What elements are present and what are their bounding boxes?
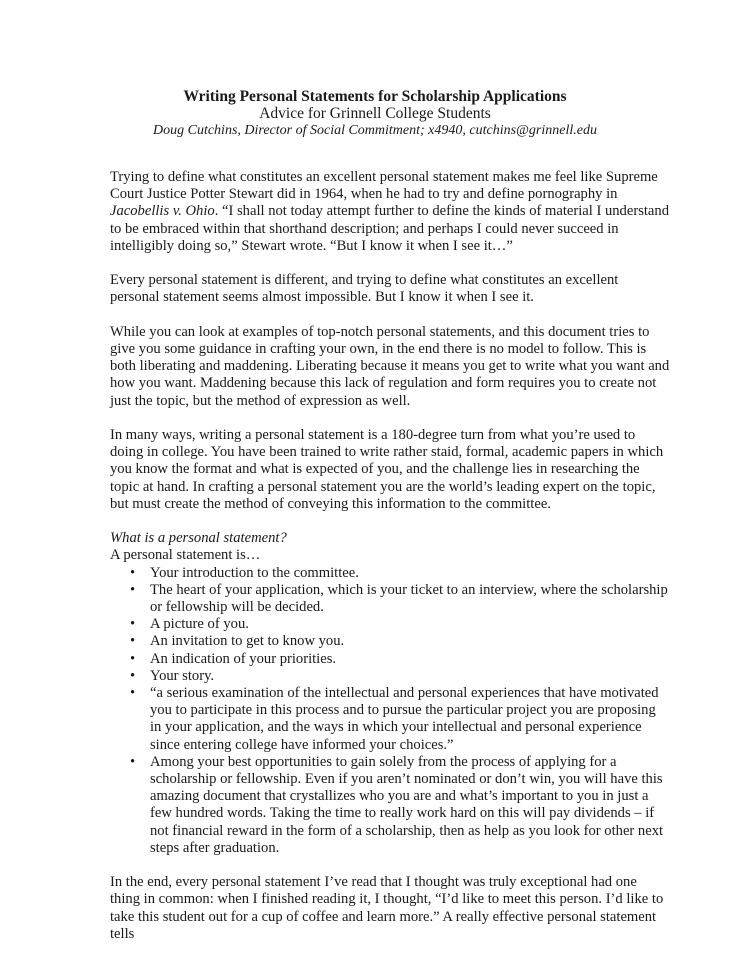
bullet-icon: • bbox=[130, 667, 136, 684]
document-subtitle: Advice for Grinnell College Students bbox=[259, 105, 491, 122]
case-name: Jacobellis v. Ohio bbox=[110, 203, 215, 220]
section-heading: What is a personal statement? bbox=[110, 530, 287, 547]
paragraph-4: In many ways, writing a personal statement is a 180-degree turn from what you’re used to doing in college. You have been trained to write rather staid, formal, academic papers in which you know the format and what is expected of you, and the challenge lies in researching the topic at hand. In crafting a personal statement you are the world’s leading expert on the topic, but must create the method of conveying this information to the committee. bbox=[110, 427, 664, 512]
list-item-text: A picture of you. bbox=[150, 616, 249, 633]
document-title: Writing Personal Statements for Scholarship Applications bbox=[183, 88, 567, 105]
bullet-icon: • bbox=[130, 685, 136, 702]
list-item bbox=[110, 565, 670, 582]
list-item bbox=[110, 633, 670, 650]
bullet-list bbox=[110, 565, 670, 857]
paragraph-text: Trying to define what constitutes an excellent personal statement makes me feel like Supreme Court Justice Potter Stewart did in 1964, when he had to try and define pornography in bbox=[110, 169, 658, 203]
bullet-icon: • bbox=[130, 616, 136, 633]
paragraph-text: . “I shall not today attempt further to define the kinds of material I understand to be embraced within that shorthand description; and perhaps I could never succeed in intelligibly doing so,” Stewart wrote. “But I know it when I see it…” bbox=[110, 203, 669, 254]
author-line: Doug Cutchins, Director of Social Commitment; x4940, cutchins@grinnell.edu bbox=[153, 123, 597, 138]
paragraph-conclusion: In the end, every personal statement I’ve read that I thought was truly exceptional had one thing in common: when I finished reading it, I thought, “I’d like to meet this person. I’d like to take this student out for a cup of coffee and learn more.” A really effective personal statement tells bbox=[110, 874, 664, 942]
list-item-text: An invitation to get to know you. bbox=[150, 633, 345, 650]
bullet-icon: • bbox=[130, 753, 136, 770]
list-item-text: Your introduction to the committee. bbox=[150, 564, 359, 581]
list-item-text: An indication of your priorities. bbox=[150, 650, 337, 667]
list-item-text: Among your best opportunities to gain solely from the process of applying for a scholarship or fellowship. Even if you aren’t nominated or don’t win, you will have this amazing document that crystallizes who you are and what’s important to you in just a few hundred words. Taking the time to really work hard on this will pay dividends – if not financial reward in the form of a scholarship, then as help as you look for other next steps after graduation. bbox=[150, 753, 664, 856]
document-body bbox=[110, 169, 670, 960]
list-item-text: “a serious examination of the intellectual and personal experiences that have motivated you to participate in this process and to pursue the particular project you are proposing in your application, and the ways in which your intellectual and personal experience since entering college have informed your choices.” bbox=[150, 685, 659, 753]
bullet-icon: • bbox=[130, 650, 136, 667]
bullet-icon: • bbox=[130, 581, 136, 598]
list-item-text: Your story. bbox=[150, 667, 215, 684]
list-item bbox=[110, 754, 670, 857]
list-item bbox=[110, 616, 670, 633]
bullet-icon: • bbox=[130, 633, 136, 650]
paragraph-3: While you can look at examples of top-notch personal statements, and this document tries to give you some guidance in crafting your own, in the end there is no model to follow. This is both liberating and maddening. Liberating because it means you get to write what you want and how you want. Maddening because this lack of regulation and form requires you to create not just the topic, but the method of expression as well. bbox=[110, 323, 670, 409]
list-intro: A personal statement is… bbox=[110, 547, 261, 564]
paragraph-2: Every personal statement is different, and trying to define what constitutes an excellent personal statement seems almost impossible. But I know it when I see it. bbox=[110, 272, 619, 306]
document-header bbox=[0, 88, 750, 139]
list-item bbox=[110, 582, 670, 616]
list-item bbox=[110, 651, 670, 668]
list-item bbox=[110, 685, 670, 754]
list-item bbox=[110, 668, 670, 685]
bullet-icon: • bbox=[130, 564, 136, 581]
list-item-text: The heart of your application, which is your ticket to an interview, where the scholarship or fellowship will be decided. bbox=[150, 581, 668, 616]
paragraph-intro bbox=[110, 169, 670, 255]
